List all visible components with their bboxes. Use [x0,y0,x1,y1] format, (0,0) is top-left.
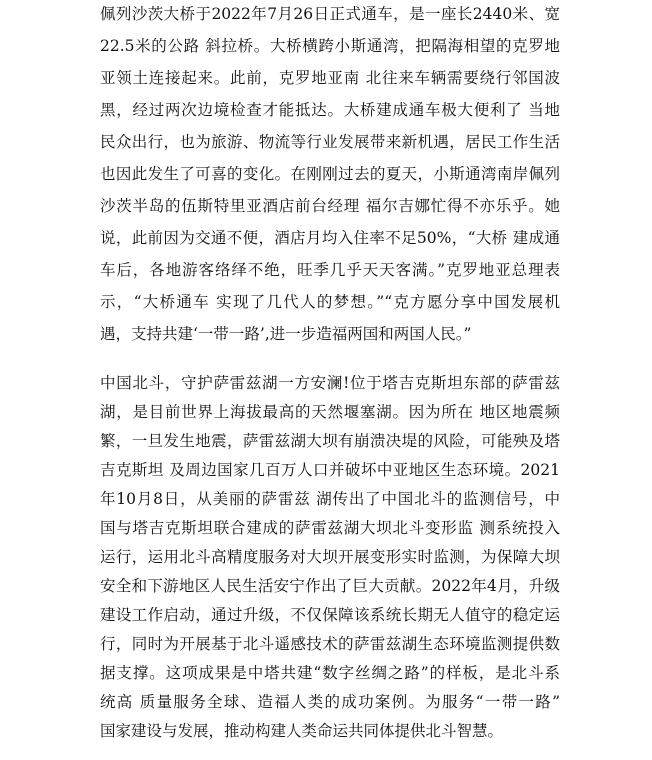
text-line: 也因此发生了可喜的变化。在刚刚过去的夏天，小斯通湾南岸佩列 [100,165,560,183]
text-line: 民众出行，也为旅游、物流等行业发展带来新机遇，居民工作生活 [100,133,560,151]
text-line: 遇，支持共建‘一带一路’,进一步造福两国和两国人民。” [100,325,472,343]
text-line: 中国北斗，守护萨雷兹湖一方安澜!位于塔吉克斯坦东部的萨雷兹 [100,374,560,392]
text-line: 吉克斯坦 及周边国家几百万人口并破坏中亚地区生态环境。2021 [100,461,560,479]
text-line: 佩列沙茨大桥于2022年7月26日正式通车，是一座长2440米、宽 [100,5,560,23]
text-line: 年10月8日，从美丽的萨雷兹 湖传出了中国北斗的监测信号，中 [100,490,560,508]
text-line: 国家建设与发展，推动构建人类命运共同体提供北斗智慧。 [100,722,504,740]
text-line: 据支撑。这项成果是中塔共建“数字丝绸之路”的样板，是北斗系 [100,664,560,682]
text-line: 说，此前因为交通不便，酒店月均入住率不足50%，“大桥 建成通 [100,229,560,247]
text-line: 亚领土连接起来。此前，克罗地亚南 北往来车辆需要绕行邻国波 [100,69,560,87]
text-line: 湖，是目前世界上海拔最高的天然堰塞湖。因为所在 地区地震频 [100,403,560,421]
text-line: 22.5米的公路 斜拉桥。大桥横跨小斯通湾，把隔海相望的克罗地 [100,37,560,55]
text-line: 繁，一旦发生地震，萨雷兹湖大坝有崩溃决堤的风险，可能殃及塔 [100,432,560,450]
text-line: 国与塔吉克斯坦联合建成的萨雷兹湖大坝北斗变形监 测系统投入 [100,519,560,537]
text-line: 建设工作启动，通过升级，不仅保障该系统长期无人值守的稳定运 [100,606,560,624]
text-line: 运行，运用北斗高精度服务对大坝开展变形实时监测，为保障大坝 [100,548,560,566]
text-line: 黑，经过两次边境检查才能抵达。大桥建成通车极大便利了 当地 [100,101,560,119]
text-line: 沙茨半岛的伍斯特里亚酒店前台经理 福尔吉娜忙得不亦乐乎。她 [100,197,560,215]
text-line: 示，“大桥通车 实现了几代人的梦想。”“克方愿分享中国发展机 [100,293,560,311]
text-line: 车后，各地游客络绎不绝，旺季几乎天天客满。”克罗地亚总理表 [100,261,560,279]
text-line: 安全和下游地区人民生活安宁作出了巨大贡献。2022年4月，升级 [100,577,560,595]
text-line: 行，同时为开展基于北斗遥感技术的萨雷兹湖生态环境监测提供数 [100,635,560,653]
text-line: 统高 质量服务全球、造福人类的成功案例。为服务“一带一路” [100,693,560,711]
